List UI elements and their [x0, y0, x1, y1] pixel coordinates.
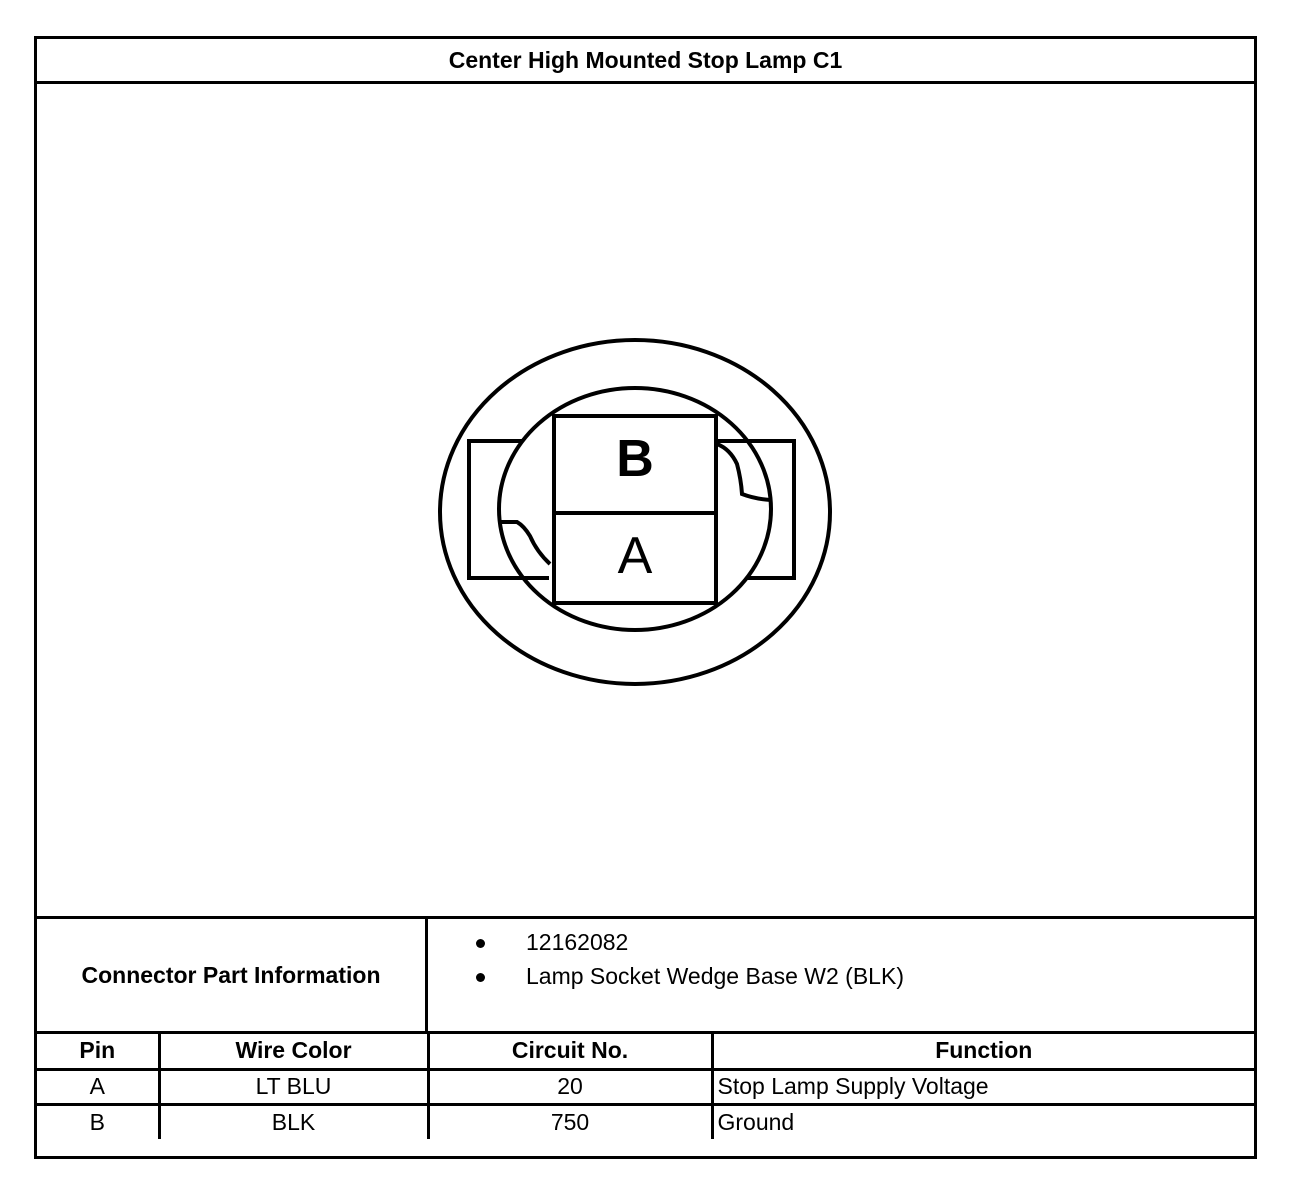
- left-latch: [499, 522, 550, 564]
- connector-part-info: [37, 916, 1254, 1034]
- pin-cell: A: [37, 1069, 159, 1104]
- page-title: Center High Mounted Stop Lamp C1: [37, 39, 1254, 84]
- connector-part-info-list: [428, 919, 1254, 1031]
- wire-color-cell: LT BLU: [159, 1069, 428, 1104]
- table-row: [37, 1104, 1254, 1139]
- circuit-cell: 20: [428, 1069, 712, 1104]
- function-cell: Stop Lamp Supply Voltage: [712, 1069, 1254, 1104]
- part-description: Lamp Socket Wedge Base W2 (BLK): [526, 963, 904, 989]
- right-tab: [717, 441, 794, 578]
- pin-table-header: [37, 1034, 1254, 1069]
- wire-color-cell: BLK: [159, 1104, 428, 1139]
- header-pin: Pin: [37, 1034, 159, 1069]
- part-number: 12162082: [526, 929, 629, 955]
- connector-frame: [34, 36, 1257, 1159]
- connector-diagram: [37, 84, 1254, 916]
- connector-part-info-label: Connector Part Information: [37, 919, 428, 1031]
- connector-face-drawing: [37, 84, 1254, 916]
- header-circuit-no: Circuit No.: [428, 1034, 712, 1069]
- header-function: Function: [712, 1034, 1254, 1069]
- table-row: [37, 1069, 1254, 1104]
- cavity-a-label: A: [617, 527, 653, 585]
- bullet-icon: [476, 939, 485, 948]
- circuit-cell: 750: [428, 1104, 712, 1139]
- header-wire-color: Wire Color: [159, 1034, 428, 1069]
- pin-cell: B: [37, 1104, 159, 1139]
- pin-table: [37, 1034, 1254, 1139]
- cavity-b-label: B: [616, 430, 654, 488]
- bullet-icon: [476, 973, 485, 982]
- function-cell: Ground: [712, 1104, 1254, 1139]
